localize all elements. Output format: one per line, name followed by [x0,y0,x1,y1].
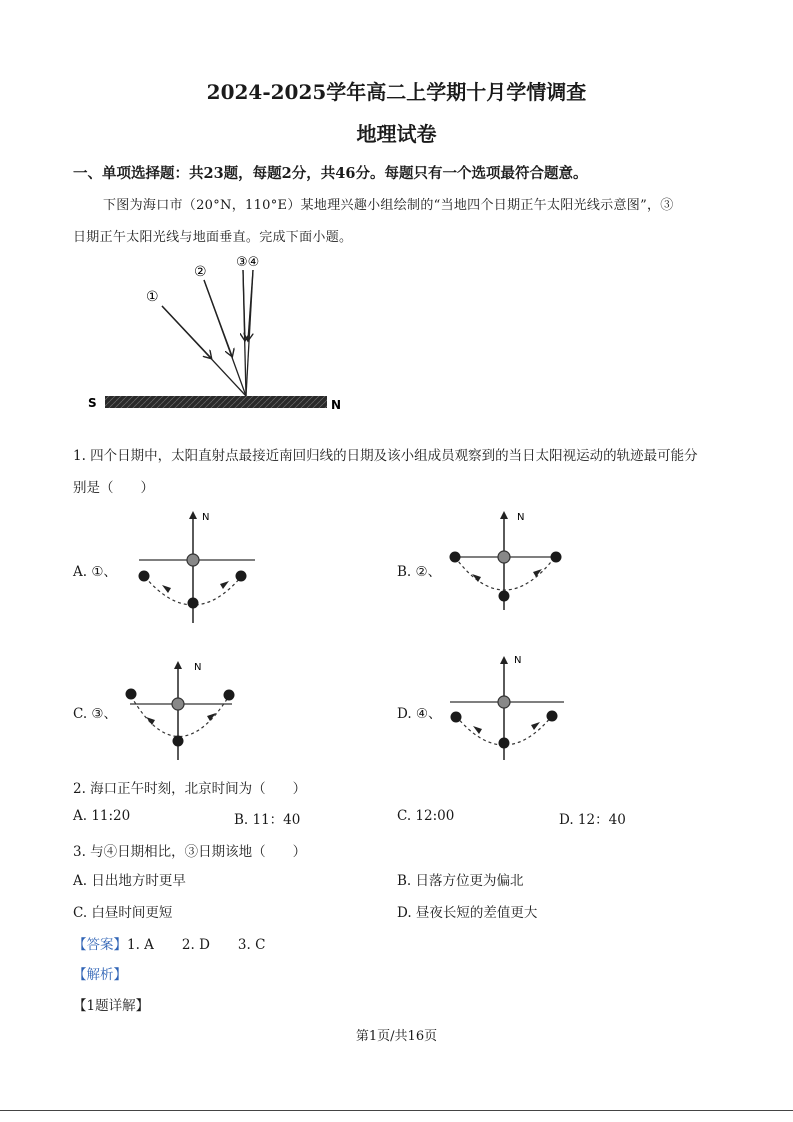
sun-ray-figure [80,248,360,418]
ray-1-arrow [162,306,211,358]
q1-option-b: B. ②、 [397,564,442,580]
intro-line-1: 下图为海口市（20°N，110°E）某地理兴趣小组绘制的“当地四个日期正午太阳光线示意图”，③ [103,198,674,213]
q2-option-d: D. 12：40 [559,812,626,828]
observer-point [498,551,510,563]
question-3-stem: 3. 与④日期相比，③日期该地（ ） [73,844,307,860]
sunset-sun [236,571,247,582]
intro-line-2: 日期正午太阳光线与地面垂直。完成下面小题。 [73,230,353,245]
north-label: N [514,655,522,666]
answer-2: 2. D [181,937,210,953]
q1-option-b-diagram [446,505,571,610]
ray-1-label: ① [146,289,159,305]
q3-option-b: B. 日落方位更为偏北 [397,873,524,889]
bottom-divider [0,1110,793,1111]
question-1-stem-line-1: 1. 四个日期中，太阳直射点最接近南回归线的日期及该小组成员观察到的当日太阳视运动的轨迹最可能分 [73,448,698,464]
answer-1: 1. A [127,937,154,953]
page-number: 第1页/共16页 [355,1029,438,1044]
q1-option-a: A. ①、 [73,564,117,580]
answer-line [73,933,265,953]
answer-tag: 【答案】 [73,937,127,953]
q2-option-c: C. 12:00 [397,808,455,824]
ray-2-arrow [204,280,232,356]
q3-option-d: D. 昼夜长短的差值更大 [397,905,538,921]
question-2-stem: 2. 海口正午时刻，北京时间为（ ） [73,781,307,797]
sunrise-sun [450,552,461,563]
q3-option-c: C. 白昼时间更短 [73,905,173,921]
q1-option-d-diagram [446,650,571,760]
ray-4-arrow [248,270,253,340]
path-arrow-left [146,717,155,725]
noon-sun [499,738,510,749]
ray-34-label: ③④ [236,255,260,270]
q1-option-c-diagram [120,655,245,760]
south-label: S [88,396,97,410]
question-1-stem-line-2: 别是（ ） [73,480,154,496]
q2-option-b: B. 11：40 [234,812,301,828]
sunset-sun [547,711,558,722]
analysis-tag: 【解析】 [73,967,127,983]
observer-point [187,554,199,566]
observer-point [498,696,510,708]
sunrise-sun [451,712,462,723]
ray-2-label: ② [194,264,207,280]
q1-option-a-diagram [135,505,260,630]
sunset-sun [551,552,562,563]
q3-option-a: A. 日出地方时更早 [73,873,186,889]
path-arrow-left [162,585,171,593]
path-arrow-right [220,581,229,589]
north-label: N [194,662,202,673]
section-heading: 一、单项选择题：共23题，每题2分，共46分。每题只有一个选项最符合题意。 [73,165,588,182]
analysis-detail-heading: 【1题详解】 [73,998,150,1014]
sunrise-sun [126,689,137,700]
q1-option-d: D. ④、 [397,706,442,722]
ground-surface [105,396,327,408]
answer-3: 3. C [237,937,266,953]
noon-sun [499,591,510,602]
page-title: 2024-2025学年高二上学期十月学情调查 [206,80,587,104]
north-label: N [517,512,525,523]
path-arrow-left [473,726,482,734]
noon-sun [173,736,184,747]
sunrise-sun [139,571,150,582]
north-label: N [331,398,342,412]
path-arrow-right [531,722,540,730]
page-subtitle: 地理试卷 [356,122,437,146]
noon-sun [188,598,199,609]
north-label: N [202,512,210,523]
q2-option-a: A. 11:20 [73,808,131,824]
path-arrow-left [472,574,481,582]
q1-option-c: C. ③、 [73,706,118,722]
observer-point [172,698,184,710]
sunset-sun [224,690,235,701]
